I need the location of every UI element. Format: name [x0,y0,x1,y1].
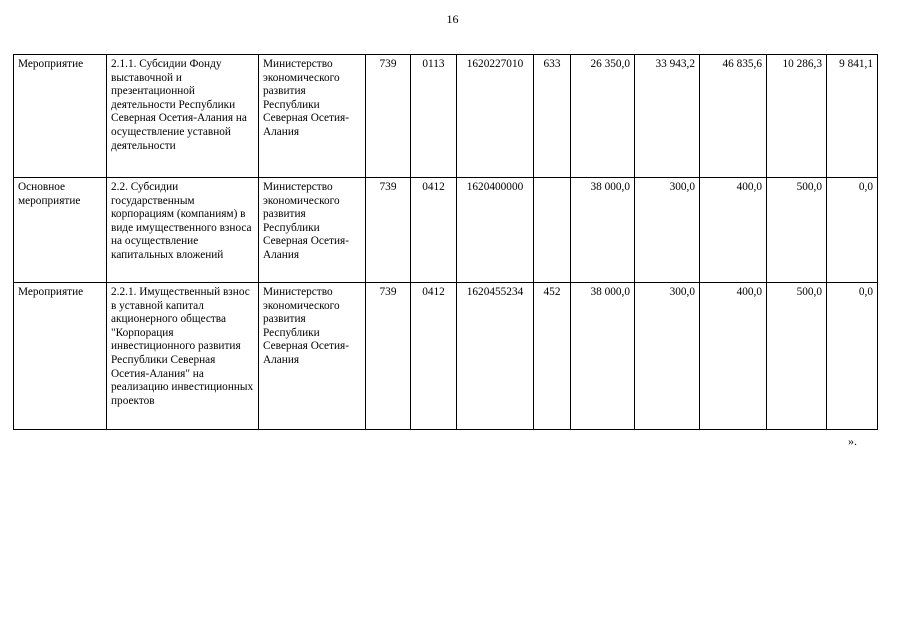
amount-cell-3: 400,0 [700,178,767,283]
amount-cell-1: 26 350,0 [571,55,635,178]
amount-cell-1: 38 000,0 [571,178,635,283]
amount-cell-3: 46 835,6 [700,55,767,178]
csr-cell: 1620400000 [457,178,534,283]
closing-quote-mark: ». [848,434,857,448]
event-type-cell: Основное мероприятие [14,178,107,283]
table-row [14,178,878,283]
amount-cell-5: 0,0 [827,283,878,430]
page-number: 16 [446,12,459,26]
vr-cell: 633 [534,55,571,178]
rzpr-cell: 0412 [411,178,457,283]
grbs-cell: 739 [366,283,411,430]
event-type-cell: Мероприятие [14,283,107,430]
table-row [14,283,878,430]
amount-cell-4: 10 286,3 [767,55,827,178]
rzpr-cell: 0412 [411,283,457,430]
amount-cell-2: 33 943,2 [635,55,700,178]
amount-cell-4: 500,0 [767,178,827,283]
executor-cell: Министерство экономического развития Республики Северная Осетия-Алания [259,178,366,283]
amount-cell-2: 300,0 [635,283,700,430]
executor-cell: Министерство экономического развития Республики Северная Осетия-Алания [259,55,366,178]
event-type-cell: Мероприятие [14,55,107,178]
budget-table [13,54,878,430]
event-name-cell: 2.2.1. Имущественный взнос в уставной капитал акционерного общества "Корпорация инвестиционного развития Республики Северная Осетия-Алания" на реализацию инвестиционных проектов [107,283,259,430]
grbs-cell: 739 [366,55,411,178]
csr-cell: 1620227010 [457,55,534,178]
rzpr-cell: 0113 [411,55,457,178]
amount-cell-1: 38 000,0 [571,283,635,430]
event-name-cell: 2.2. Субсидии государственным корпорациям (компаниям) в виде имущественного взноса на осуществление капитальных вложений [107,178,259,283]
amount-cell-2: 300,0 [635,178,700,283]
vr-cell: 452 [534,283,571,430]
table-row [14,55,878,178]
grbs-cell: 739 [366,178,411,283]
csr-cell: 1620455234 [457,283,534,430]
amount-cell-5: 0,0 [827,178,878,283]
vr-cell [534,178,571,283]
amount-cell-4: 500,0 [767,283,827,430]
event-name-cell: 2.1.1. Субсидии Фонду выставочной и презентационной деятельности Республики Северная Осетия-Алания на осуществление уставной деятельности [107,55,259,178]
amount-cell-5: 9 841,1 [827,55,878,178]
amount-cell-3: 400,0 [700,283,767,430]
executor-cell: Министерство экономического развития Республики Северная Осетия-Алания [259,283,366,430]
